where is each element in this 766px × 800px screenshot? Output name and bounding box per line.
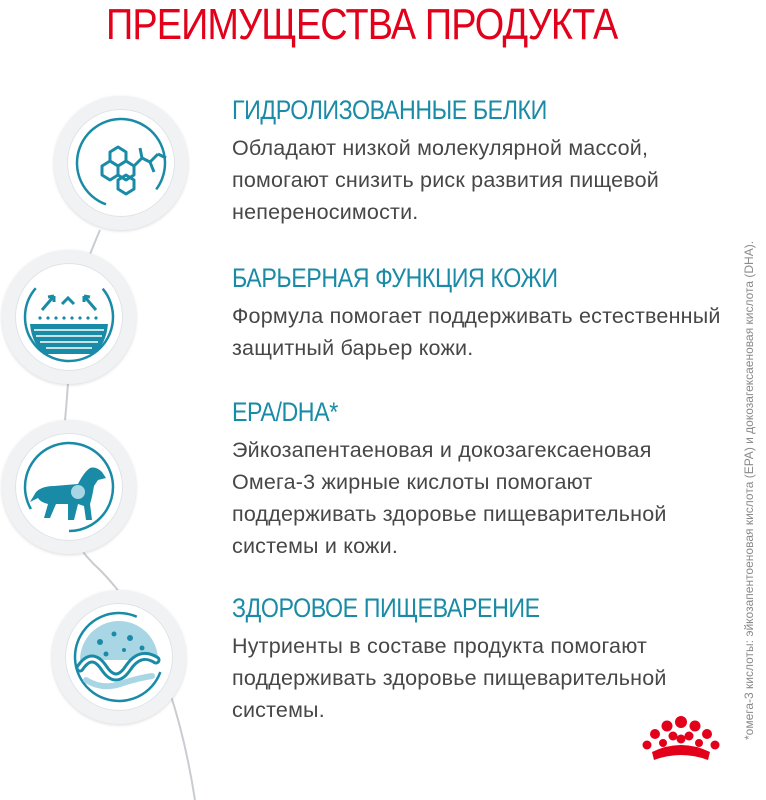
badge-digestion [52, 590, 186, 724]
feature-text: Эйкозапентаеновая и докозагексаеновая Омега-3 жирные кислоты помогают поддерживать здоровье пищеварительной системы и кожи. [232, 438, 667, 558]
feature-epa-dha [232, 396, 722, 562]
skin-barrier-icon [2, 250, 136, 384]
feature-text: Нутриенты в составе продукта помогают поддерживать здоровье пищеварительной системы. [232, 634, 667, 722]
feature-title: EPA/DHA* [232, 397, 338, 427]
feature-title: ЗДОРОВОЕ ПИЩЕВАРЕНИЕ [232, 593, 540, 623]
footnote: *омега-3 кислоты: эйкозапентоеновая кислота (EPA) и докозагексаеновая кислота (DHA). [742, 240, 756, 740]
badge-hydrolyzed-proteins [54, 96, 188, 230]
feature-text: Обладают низкой молекулярной массой, помогают снизить риск развития пищевой непереносимости. [232, 136, 659, 224]
feature-hydrolyzed-proteins [232, 94, 722, 228]
feature-text: Формула помогает поддерживать естественный защитный барьер кожи. [232, 304, 721, 360]
badge-epa-dha [2, 420, 136, 554]
crown-logo-icon [640, 712, 722, 768]
page-title: ПРЕИМУЩЕСТВА ПРОДУКТА [106, 0, 618, 49]
digestion-icon [52, 590, 186, 724]
dog-icon [2, 420, 136, 554]
badge-skin-barrier [2, 250, 136, 384]
feature-title: БАРЬЕРНАЯ ФУНКЦИЯ КОЖИ [232, 263, 558, 293]
feature-digestion [232, 592, 722, 726]
feature-skin-barrier [232, 262, 722, 364]
feature-title: ГИДРОЛИЗОВАННЫЕ БЕЛКИ [232, 95, 547, 125]
molecule-icon [54, 96, 188, 230]
